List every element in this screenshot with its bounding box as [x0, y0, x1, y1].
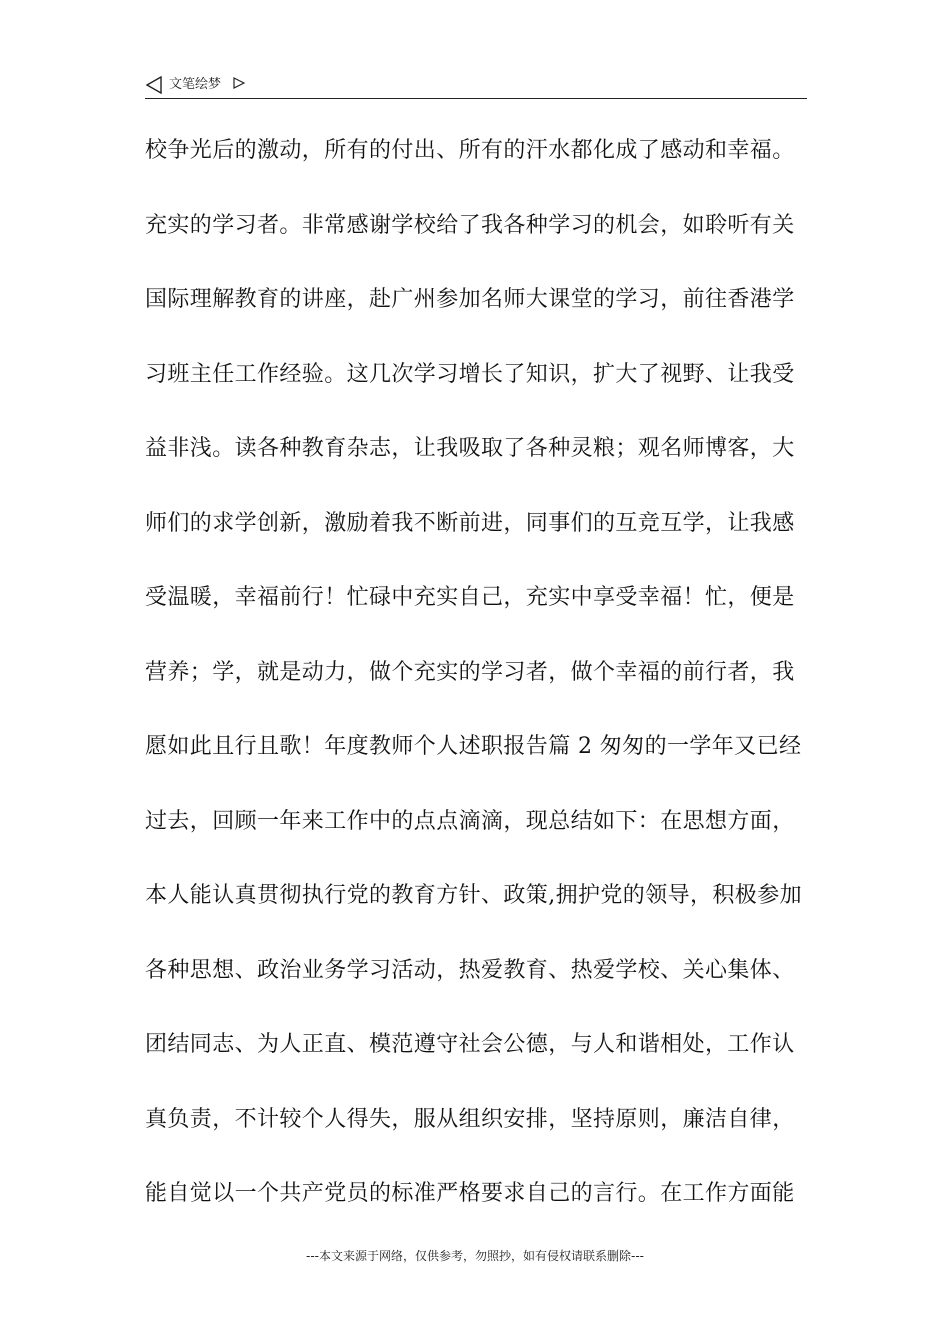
document-body [145, 126, 807, 1244]
footer-disclaimer: ---本文来源于网络，仅供参考，勿照抄，如有侵权请联系删除--- [306, 1249, 644, 1263]
text-line: 过去，回顾一年来工作中的点点滴滴，现总结如下：在思想方面， [145, 808, 795, 834]
text-line: 营养；学，就是动力，做个充实的学习者，做个幸福的前行者，我 [145, 659, 795, 685]
text-line: 受温暖，幸福前行！忙碌中充实自己，充实中享受幸福！忙，便是 [145, 585, 795, 610]
text-line: 校争光后的激动，所有的付出、所有的汗水都化成了感动和幸福。 [145, 138, 795, 163]
text-line: 真负责，不计较个人得失，服从组织安排，坚持原则，廉洁自律， [145, 1106, 795, 1132]
triangle-right-icon [233, 77, 245, 89]
text-line: 各种思想、政治业务学习活动，热爱教育、热爱学校、关心集体、 [145, 957, 795, 983]
text-line: 本人能认真贯彻执行党的教育方针、政策,拥护党的领导，积极参加 [145, 883, 802, 908]
text-line: 习班主任工作经验。这几次学习增长了知识，扩大了视野、让我受 [145, 361, 795, 387]
triangle-left-icon [145, 76, 163, 94]
text-line: 愿如此且行且歌！年度教师个人述职报告篇 2 匆匆的一学年又已经 [145, 734, 802, 759]
text-line: 益非浅。读各种教育杂志，让我吸取了各种灵粮；观名师博客，大 [145, 436, 795, 461]
text-line: 国际理解教育的讲座，赴广州参加名师大课堂的学习，前往香港学 [145, 287, 795, 312]
text-line: 团结同志、为人正直、模范遵守社会公德，与人和谐相处，工作认 [145, 1032, 795, 1057]
text-line: 师们的求学创新，激励着我不断前进，同事们的互竞互学，让我感 [145, 510, 795, 536]
brand-title: 文笔绘梦 [169, 77, 222, 92]
text-line: 充实的学习者。非常感谢学校给了我各种学习的机会，如聆听有关 [145, 212, 795, 238]
text-line: 能自觉以一个共产党员的标准严格要求自己的言行。在工作方面能 [145, 1181, 795, 1206]
page-header [145, 74, 807, 99]
